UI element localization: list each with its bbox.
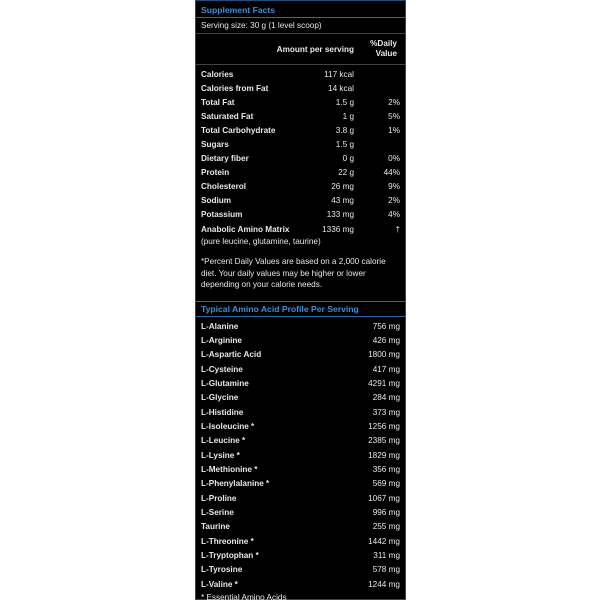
amino-acid-row — [196, 362, 405, 376]
amino-acid-row — [196, 333, 405, 347]
amino-acid-amount: 1800 mg — [368, 350, 400, 360]
nutrient-row — [196, 152, 405, 166]
amino-acid-amount: 1442 mg — [368, 536, 400, 546]
amino-acid-amount: 996 mg — [372, 508, 400, 518]
amino-acid-row — [196, 462, 405, 476]
amino-acid-row — [196, 434, 405, 448]
nutrient-amount: 14 kcal — [328, 83, 354, 93]
amount-per-serving-header: Amount per serving — [276, 44, 354, 54]
nutrient-row — [196, 109, 405, 123]
nutrient-name: Cholesterol — [201, 182, 247, 192]
amino-acid-name: L-Cysteine — [201, 364, 243, 374]
amino-acid-amount: 373 mg — [372, 407, 400, 417]
supplement-facts-panel — [195, 0, 406, 603]
nutrient-daily-value: 0% — [388, 154, 400, 164]
amino-acid-amount: 255 mg — [372, 522, 400, 532]
amino-acid-name: L-Phenylalanine * — [201, 479, 270, 489]
nutrient-amount: 1.5 g — [335, 140, 354, 150]
nutrient-row — [196, 67, 405, 81]
nutrient-name: Total Fat — [201, 97, 235, 107]
amino-acid-amount: 2385 mg — [368, 436, 400, 446]
nutrient-name: Dietary fiber — [201, 154, 249, 164]
amino-acid-amount: 284 mg — [372, 393, 400, 403]
nutrient-row — [196, 166, 405, 180]
nutrient-daily-value: 5% — [388, 111, 400, 121]
nutrient-row — [196, 180, 405, 194]
amino-acid-amount: 1256 mg — [368, 421, 400, 431]
nutrient-name: Calories — [201, 69, 234, 79]
amino-acid-row — [196, 419, 405, 433]
amino-acid-name: Taurine — [201, 522, 230, 532]
amino-acid-name: L-Arginine — [201, 335, 242, 345]
amino-acid-name: L-Valine * — [201, 579, 238, 589]
nutrient-daily-value: 2% — [388, 196, 400, 206]
nutrient-row — [196, 208, 405, 222]
serving-size: Serving size: 30 g (1 level scoop) — [196, 18, 405, 34]
amino-acid-row — [196, 520, 405, 534]
daily-value-disclaimer: *Percent Daily Values are based on a 2,000 calorie diet. Your daily values may be higher or lower depending on your calorie needs. — [201, 257, 386, 290]
amino-acid-row — [196, 391, 405, 405]
nutrient-name: Protein — [201, 168, 230, 178]
amino-acid-name: L-Isoleucine * — [201, 421, 255, 431]
amino-acid-row — [196, 376, 405, 390]
amino-acid-name: L-Methionine * — [201, 465, 258, 475]
nutrient-name: Anabolic Amino Matrix — [201, 224, 290, 234]
amino-acid-amount: 1829 mg — [368, 450, 400, 460]
amino-acid-row — [196, 534, 405, 548]
amino-acid-amount: 426 mg — [372, 335, 400, 345]
amino-acid-row — [196, 448, 405, 462]
amino-acid-row — [196, 563, 405, 577]
nutrient-daily-value: † — [395, 224, 400, 234]
nutrient-amount: 1 g — [342, 111, 354, 121]
amino-acid-name: L-Aspartic Acid — [201, 350, 262, 360]
nutrient-row — [196, 194, 405, 208]
amino-profile-title: Typical Amino Acid Profile Per Serving — [196, 301, 405, 317]
nutrient-daily-value: 9% — [388, 182, 400, 192]
nutrient-row — [196, 95, 405, 109]
amino-acid-row — [196, 477, 405, 491]
amino-acid-name: L-Tryptophan * — [201, 551, 259, 561]
amino-acid-name: L-Serine — [201, 508, 234, 518]
amino-acid-amount: 417 mg — [372, 364, 400, 374]
nutrient-daily-value: 2% — [388, 97, 400, 107]
amino-acid-row — [196, 505, 405, 519]
nutrient-amount: 0 g — [342, 154, 354, 164]
nutrient-name: Sugars — [201, 140, 229, 150]
nutrient-amount: 43 mg — [331, 196, 354, 206]
nutrient-amount: 133 mg — [326, 210, 354, 220]
matrix-note: (pure leucine, glutamine, taurine) — [201, 237, 321, 247]
nutrient-name: Calories from Fat — [201, 83, 269, 93]
nutrient-daily-value: 1% — [388, 125, 400, 135]
amino-acid-amount: 356 mg — [372, 465, 400, 475]
amino-acid-row — [196, 491, 405, 505]
amino-acid-amount: 311 mg — [373, 551, 400, 561]
amino-acid-name: L-Alanine — [201, 321, 239, 331]
nutrient-row — [196, 222, 405, 236]
nutrient-name: Total Carbohydrate — [201, 125, 276, 135]
amino-acid-amount: 4291 mg — [368, 378, 400, 388]
daily-value-header: %Daily Value — [370, 39, 397, 58]
amino-acid-amount: 756 mg — [372, 321, 400, 331]
supplement-facts-title: Supplement Facts — [196, 1, 405, 18]
nutrient-amount: 26 mg — [331, 182, 354, 192]
facts-header — [196, 34, 405, 65]
amino-acid-amount: 569 mg — [372, 479, 400, 489]
nutrient-amount: 22 g — [338, 168, 354, 178]
nutrient-row — [196, 137, 405, 151]
amino-acid-name: L-Lysine * — [201, 450, 240, 460]
nutrient-amount: 3.8 g — [335, 125, 354, 135]
essential-amino-footnote: * Essential Amino Acids — [201, 593, 287, 603]
amino-acid-row — [196, 548, 405, 562]
amino-acid-name: L-Leucine * — [201, 436, 246, 446]
nutrient-amount: 117 kcal — [324, 69, 354, 79]
amino-acid-row — [196, 348, 405, 362]
nutrient-name: Potassium — [201, 210, 243, 220]
facts-rows — [196, 65, 405, 236]
nutrient-name: Sodium — [201, 196, 232, 206]
amino-acid-row — [196, 577, 405, 591]
amino-acid-amount: 578 mg — [372, 565, 400, 575]
nutrient-daily-value: 44% — [383, 168, 400, 178]
nutrient-amount: 1336 mg — [322, 224, 354, 234]
nutrient-name: Saturated Fat — [201, 111, 254, 121]
nutrient-row — [196, 123, 405, 137]
amino-acid-row — [196, 319, 405, 333]
amino-acid-row — [196, 405, 405, 419]
nutrient-row — [196, 81, 405, 95]
amino-acid-amount: 1067 mg — [368, 493, 400, 503]
nutrient-amount: 1.5 g — [335, 97, 354, 107]
amino-rows — [196, 317, 405, 592]
amino-acid-name: L-Threonine * — [201, 536, 254, 546]
amino-acid-name: L-Glycine — [201, 393, 239, 403]
amino-acid-name: L-Tyrosine — [201, 565, 243, 575]
nutrient-daily-value: 4% — [388, 210, 400, 220]
amino-acid-name: L-Glutamine — [201, 378, 249, 388]
amino-acid-name: L-Histidine — [201, 407, 244, 417]
amino-acid-name: L-Proline — [201, 493, 237, 503]
amino-acid-amount: 1244 mg — [368, 579, 400, 589]
